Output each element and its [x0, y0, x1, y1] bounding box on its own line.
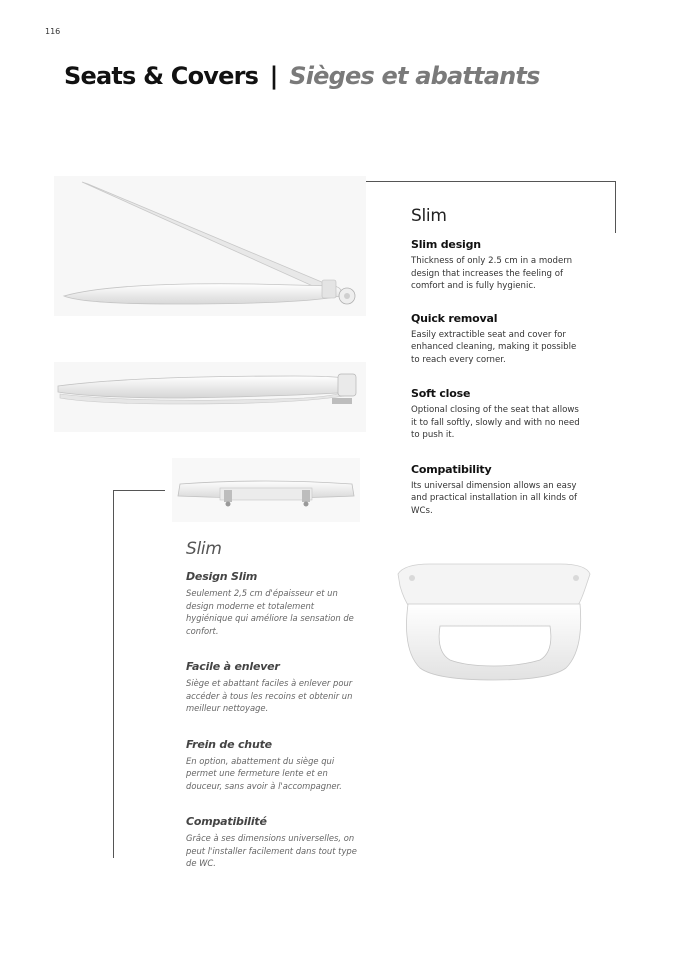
title-french: Sièges et abattants [289, 62, 540, 90]
page-number: 116 [45, 27, 61, 36]
feature-en [411, 312, 586, 367]
title-english: Seats & Covers [64, 62, 259, 90]
title-separator: | [269, 62, 278, 90]
feature-en [411, 463, 586, 518]
feature-text: Grâce à ses dimensions universelles, on peut l'installer facilement dans tout type de WC. [186, 833, 357, 868]
feature-fr [186, 570, 358, 637]
feature-fr [186, 660, 358, 715]
feature-text: Siège et abattant faciles à enlever pour accéder à tous les recoins et obtenir un meilleur nettoyage. [186, 678, 353, 713]
feature-title: Frein de chute [186, 737, 272, 751]
feature-title: Compatibility [411, 462, 492, 476]
feature-text: Seulement 2,5 cm d'épaisseur et un design moderne et totalement hygiénique qui améliore la sensation de confort. [186, 588, 354, 636]
seat-open-top-image [390, 560, 596, 682]
seat-closed-side-image [54, 362, 366, 432]
feature-text: Thickness of only 2.5 cm in a modern design that increases the feeling of comfort and is fully hygienic. [411, 256, 573, 291]
feature-fr [186, 738, 358, 793]
feature-title: Compatibilité [186, 815, 267, 828]
feature-fr [186, 815, 358, 870]
feature-text: Optional closing of the seat that allows it to fall softly, slowly and with no need to push it. [411, 405, 580, 440]
product-name-fr: Slim [186, 539, 222, 559]
page-title [64, 62, 540, 90]
product-name-en: Slim [411, 206, 447, 226]
feature-title: Soft close [411, 387, 471, 400]
feature-title: Design Slim [186, 570, 258, 583]
feature-text: Easily extractible seat and cover for enhanced cleaning, making it possible to reach every corner. [411, 329, 577, 365]
left-bracket-top [113, 490, 165, 491]
feature-title: Quick removal [411, 311, 498, 325]
french-description [186, 539, 358, 893]
feature-title: Slim design [411, 238, 481, 251]
seat-open-side-image [54, 176, 366, 316]
seat-rear-view-image [172, 458, 360, 522]
english-description [411, 206, 586, 538]
feature-title: Facile à enlever [186, 660, 280, 673]
feature-en [411, 238, 586, 293]
feature-en [411, 387, 586, 442]
feature-text: Its universal dimension allows an easy and practical installation in all kinds of WCs. [411, 480, 578, 516]
left-bracket-rule [113, 490, 114, 858]
feature-text: En option, abattement du siège qui permet une fermeture lente et en douceur, sans avoir à l'accompagner. [186, 755, 342, 791]
right-rule [615, 181, 616, 233]
